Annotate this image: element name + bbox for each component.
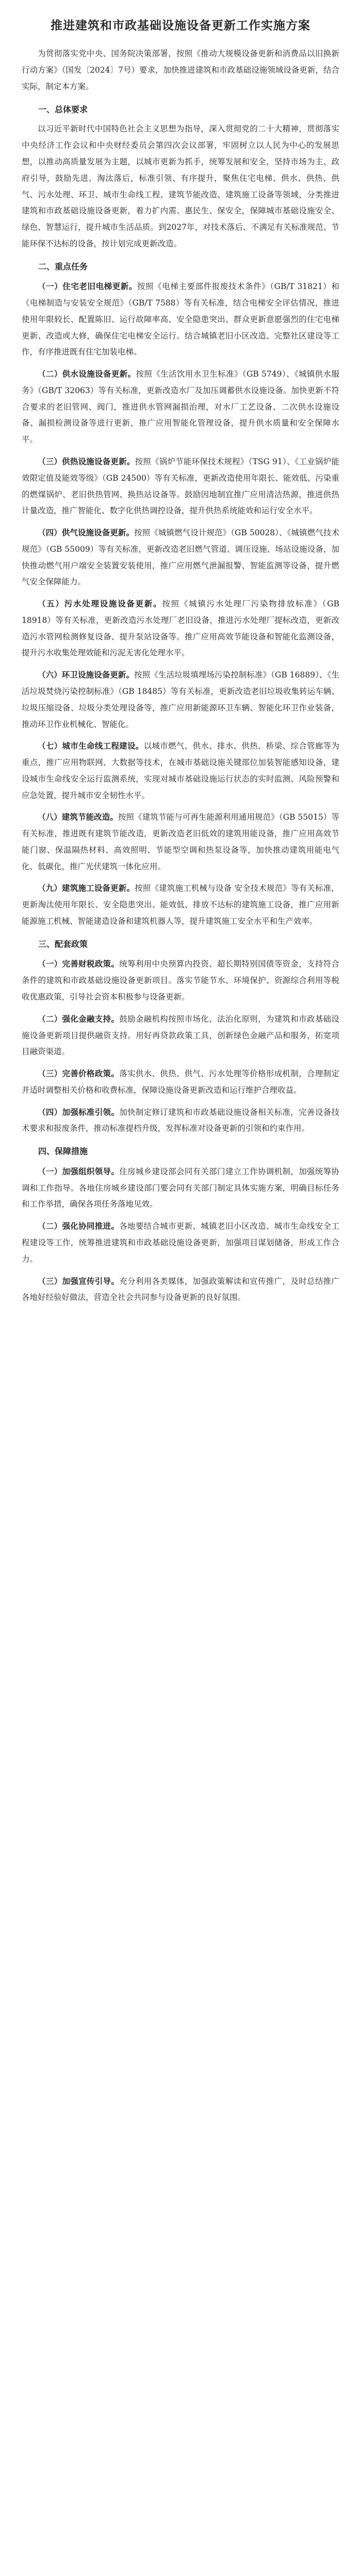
list-item	[22, 278, 339, 361]
item-text: 充分利用各类媒体，加强政策解读和宣传推广，及时总结推广各地好经验好做法，营造全社会共同参与设备更新的良好氛围。	[22, 1276, 339, 1302]
item-text: 按照《生活垃圾填埋场污染控制标准》（GB 16889）、《生活垃圾焚烧污染控制标准》（GB 18485）等有关标准，更新改造老旧垃圾收集转运车辆、垃圾压缩设备、垃圾分类处理设备等，推广应用新能源环卫车辆、智能化环卫作业装备，推动环卫作业机械化、智能化。	[22, 670, 339, 729]
item-lead: （一）完善财税政策。	[38, 959, 120, 969]
item-text: 鼓励金融机构按照市场化、法治化原则，为建筑和市政基础设施设备更新项目提供融资支持。用好再贷款政策工具，创新绿色金融产品和服务，拓宽项目融资渠道。	[22, 1014, 339, 1057]
item-text: 按照《锅炉节能环保技术规程》（TSG 91）、《工业锅炉能效限定值及能效等级》（GB 24500）等有关标准，更新改造使用年限长、能效低、污染重的燃煤锅炉、老旧供热管网、换热站设备等。鼓励因地制宜推广应用清洁热源，推进供热计量改造，推广智能化、数字化供热调控设备，提升供热系统能效和运行安全水平。	[22, 457, 339, 516]
item-lead: （三）供热设施设备更新。	[38, 456, 135, 467]
list-item	[22, 667, 339, 733]
list-item	[22, 1065, 339, 1099]
item-lead: （一）住宅老旧电梯更新。	[38, 281, 137, 292]
item-lead: （八）建筑节能改造。	[38, 812, 118, 822]
item-lead: （五）污水处理设施设备更新。	[38, 599, 162, 609]
list-item	[22, 956, 339, 1005]
item-lead: （二）强化协同推进。	[38, 1221, 120, 1231]
list-item	[22, 524, 339, 590]
item-text: 按照《城镇污水处理厂污染物排放标准》（GB 18918）等有关标准，更新改造污水处理厂老旧设备，推进污水处理厂提标改造，更新改造污水管网检测修复设备、提升泵站设备等。推广应用高效节能设备和智能化监测设备，提升污水收集处理效能和污泥无害化处理水平。	[22, 599, 339, 658]
item-lead: （四）加强标准引领。	[38, 1107, 120, 1117]
document-title: 推进建筑和市政基础设施设备更新工作实施方案	[51, 19, 310, 32]
item-text: 住房城乡建设部会同有关部门建立工作协调机制，加强统筹协调和工作指导。各地住房城乡建设部门要会同有关部门制定具体实施方案，明确目标任务和工作举措，确保各项任务落地见效。	[22, 1166, 339, 1209]
item-text: 按照《生活饮用水卫生标准》（GB 5749）、《城镇供水服务》（GB/T 32063）等有关标准，更新改造水厂及加压调蓄供水设施设备。加快更新不符合要求的老旧管网、阀门，推进供水管网漏损治理，对水厂工艺设备、二次供水设施设备、漏损检测设备等进行更新，推广应用智能化管理设备，提升供水质量和安全保障水平。	[22, 369, 339, 445]
item-text: 以城市燃气、供水、排水、供热、桥梁、综合管廊等为重点，推广应用物联网、大数据等技术，在城市基础设施关键部位加装智能感知设备，建设城市生命线安全运行监测系统，实现对城市基础设施运行状态的实时监测、风险预警和应急处置，提升城市安全韧性水平。	[22, 741, 339, 800]
item-lead: （一）加强组织领导。	[38, 1166, 120, 1176]
item-lead: （四）供气设施设备更新。	[38, 528, 135, 538]
list-item	[22, 1104, 339, 1138]
list-item	[22, 366, 339, 448]
item-lead: （六）环卫设施设备更新。	[38, 670, 135, 680]
item-text: 落实供水、供热、供气、污水处理等价格形成机制，合理制定并适时调整相关价格和收费标准，保障设施设备更新改造和运行维护合理收益。	[22, 1069, 339, 1095]
section-paragraph: 以习近平新时代中国特色社会主义思想为指导，深入贯彻党的二十大精神，贯彻落实中央经济工作会议和中央财经委员会第四次会议部署，牢固树立以人民为中心的发展思想，以推动高质量发展为主题，以城市更新为抓手，统筹发展和安全，坚持市场为主、政府引导，鼓励先进、淘汰落后，标准引领、有序提升，聚焦住宅电梯、供水、供热、供气、污水处理、环卫、城市生命线工程、建筑节能改造、建筑施工设备等领域，分类推进建筑和市政基础设施设备更新，着力扩内需、惠民生、保安全，保障城市基础设施安全、绿色、智慧运行，提升城市生活品质。到2027年，对技术落后、不满足有关标准规范、节能环保不达标的设备，按计划完成更新改造。	[22, 124, 339, 248]
item-text: 按照《城镇燃气设计规范》（GB 50028）、《城镇燃气技术规范》（GB 55009）等有关标准，更新改造老旧燃气管道、调压设施、场站设施设备，加快推动燃气用户端安全装置安装使用，推广应用燃气泄漏报警、智能监测等设备，提升燃气安全保障能力。	[22, 528, 339, 587]
list-item	[22, 738, 339, 804]
list-item	[22, 1273, 339, 1307]
item-lead: （二）强化金融支持。	[38, 1013, 120, 1024]
list-item	[22, 809, 339, 875]
section-heading: 三、配套政策	[38, 939, 88, 949]
item-lead: （七）城市生命线工程建设。	[38, 741, 144, 751]
item-lead: （二）供水设施设备更新。	[38, 369, 136, 379]
section-heading: 一、总体要求	[38, 104, 88, 114]
item-text: 按照《建筑节能与可再生能源利用通用规范》（GB 55015）等有关标准，推进既有建筑节能改造，更新改造老旧低效的建筑用能设备，推广应用高效节能门窗、保温隔热材料、高效照明、节能型空调和热泵设备等，加快推动建筑用能电气化、低碳化，推广光伏建筑一体化应用。	[22, 812, 339, 871]
list-item	[22, 1163, 339, 1213]
item-text: 按照《建筑施工机械与设备 安全技术规范》等有关标准，更新淘汰使用年限长、安全隐患突出、能效低、排放不达标的建筑施工设备，推广应用新能源施工机械、智能建造设备和建筑机器人等，提升建筑施工安全水平和生产效率。	[22, 884, 339, 926]
section-heading: 四、保障措施	[38, 1146, 88, 1157]
section-heading: 二、重点任务	[38, 261, 88, 272]
list-item	[22, 880, 339, 929]
item-text: 加快制定修订建筑和市政基础设施设备相关标准，完善设备技术要求和报废条件，推动标准提档升级，发挥标准对设备更新的引领和约束作用。	[22, 1107, 339, 1133]
list-item	[22, 1011, 339, 1060]
item-text: 各地要结合城市更新、城镇老旧小区改造、城市生命线安全工程建设等工作，统筹推进建筑和市政基础设施设备更新，加强项目谋划储备，形成工作合力。	[22, 1222, 339, 1264]
list-item	[22, 1218, 339, 1267]
document-body	[22, 101, 339, 1306]
list-item	[22, 596, 339, 662]
intro-paragraph: 为贯彻落实党中央、国务院决策部署，按照《推动大规模设备更新和消费品以旧换新行动方案》（国发〔2024〕7号）要求，加快推进建筑和市政基础设施领域设备更新，结合实际，制定本方案。	[22, 49, 339, 91]
item-lead: （三）加强宣传引导。	[38, 1276, 120, 1286]
item-lead: （三）完善价格政策。	[38, 1069, 120, 1079]
item-text: 按照《电梯主要部件报废技术条件》（GB/T 31821）和《电梯制造与安装安全规范》（GB/T 7588）等有关标准，结合电梯安全评估情况，推进使用年限较长、配置陈旧、运行故障率高、安全隐患突出、群众更新意愿强烈的住宅电梯更新、改造或大修，确保住宅电梯安全运行。结合城镇老旧小区改造、完整社区建设等工作，有序推进既有住宅加装电梯。	[22, 282, 339, 357]
list-item	[22, 453, 339, 519]
item-lead: （九）建筑施工设备更新。	[38, 883, 135, 893]
item-text: 统筹利用中央预算内投资、超长期特别国债等资金，支持符合条件的建筑和市政基础设施设备更新项目。落实节能节水、环境保护、资源综合利用等税收优惠政策，引导社会资本积极参与设备更新。	[22, 959, 339, 1002]
